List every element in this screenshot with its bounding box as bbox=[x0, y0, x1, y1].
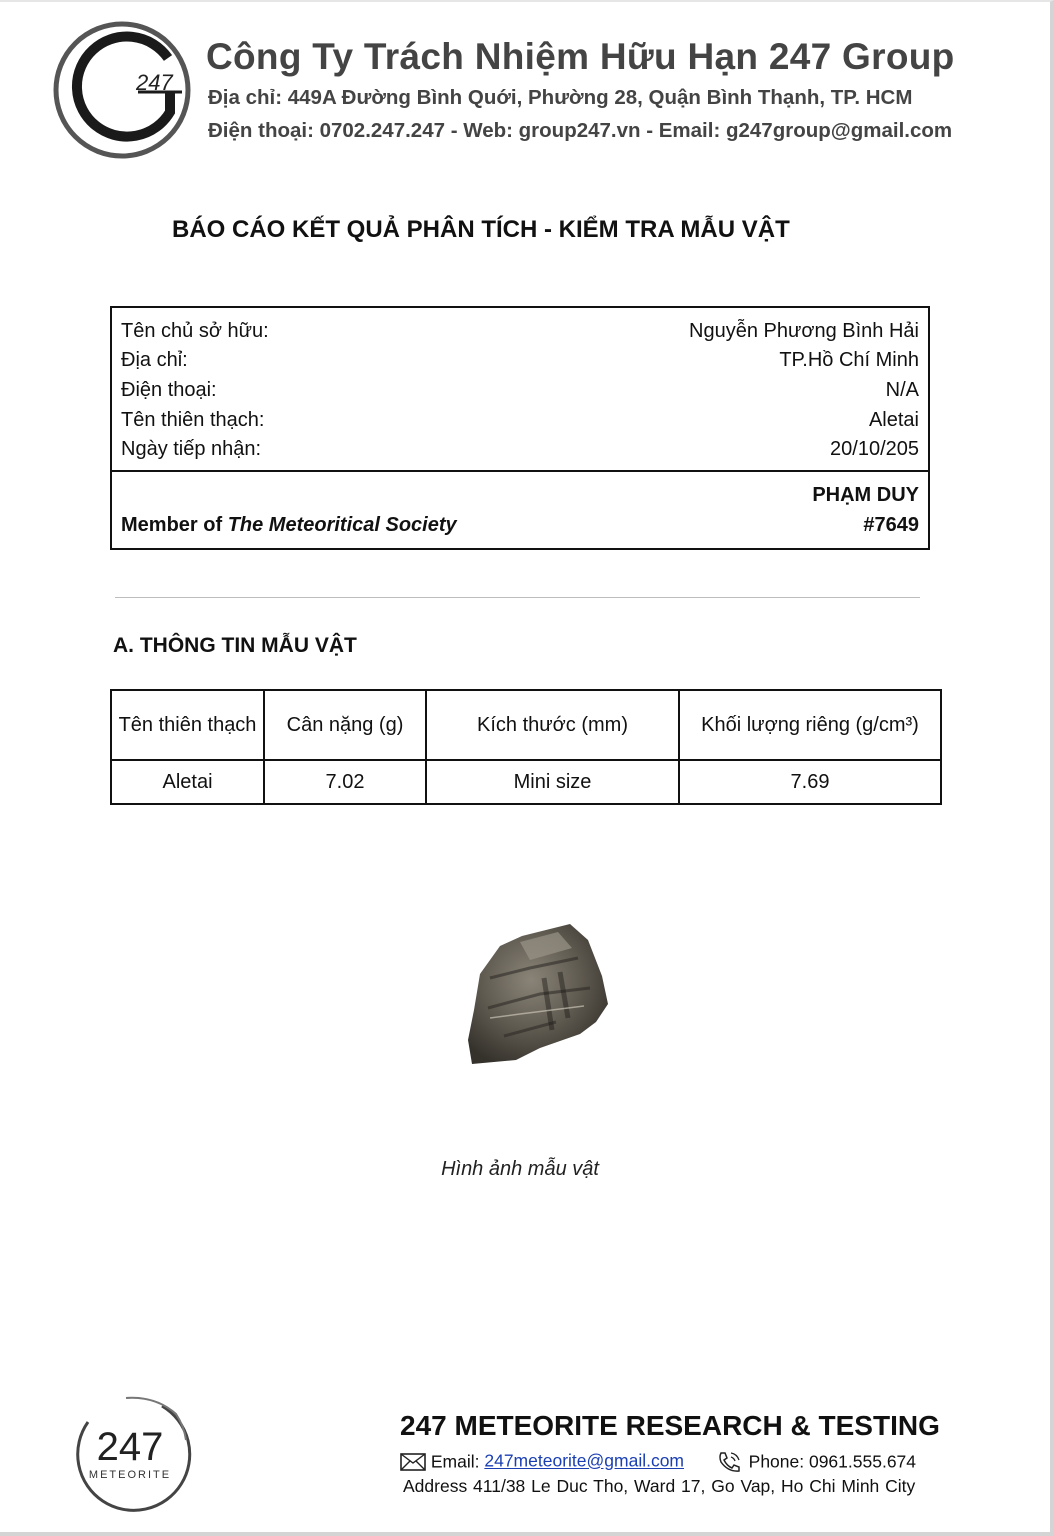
meteorite-logo bbox=[66, 1392, 194, 1516]
phone-label: Điện thoại: bbox=[121, 379, 217, 401]
company-contact: Điện thoại: 0702.247.247 - Web: group247.vn - Email: g247group@gmail.com bbox=[208, 119, 953, 142]
svg-text:247: 247 bbox=[96, 1425, 164, 1469]
owner-row-phone bbox=[121, 379, 919, 405]
phone-icon bbox=[716, 1450, 744, 1474]
owner-row-meteorite bbox=[121, 409, 919, 435]
svg-text:METEORITE: METEORITE bbox=[88, 1469, 172, 1481]
specimen-photo bbox=[460, 918, 620, 1078]
member-prefix: Member of bbox=[121, 514, 228, 536]
header-size: Kích thước (mm) bbox=[426, 690, 679, 760]
company-name: Công Ty Trách Nhiệm Hữu Hạn 247 Group bbox=[206, 36, 955, 77]
footer-phone: Phone: 0961.555.674 bbox=[748, 1451, 917, 1472]
specimen-table bbox=[110, 689, 942, 805]
owner-row-address bbox=[121, 349, 919, 375]
email-label: Email: bbox=[430, 1451, 485, 1472]
owner-row-date bbox=[121, 438, 919, 464]
header-density: Khối lượng riêng (g/cm³) bbox=[679, 690, 941, 760]
date-value: 20/10/205 bbox=[830, 438, 919, 460]
footer-contact-line bbox=[400, 1450, 916, 1474]
meteorite-value: Aletai bbox=[868, 409, 919, 431]
footer-title: 247 METEORITE RESEARCH & TESTING bbox=[400, 1410, 940, 1441]
table-row bbox=[111, 760, 941, 804]
member-society-line bbox=[121, 514, 457, 537]
cell-density: 7.69 bbox=[679, 760, 941, 804]
company-logo bbox=[50, 20, 198, 162]
owner-row-name bbox=[121, 320, 919, 346]
header-weight: Cân nặng (g) bbox=[264, 690, 426, 760]
phone-value: N/A bbox=[885, 379, 919, 401]
member-id: #7649 bbox=[863, 514, 919, 536]
owner-label: Tên chủ sở hữu: bbox=[121, 320, 269, 342]
cell-name: Aletai bbox=[111, 760, 264, 804]
owner-box-divider bbox=[112, 470, 928, 472]
date-label: Ngày tiếp nhận: bbox=[121, 438, 262, 460]
member-society: The Meteoritical Society bbox=[227, 514, 457, 536]
table-header-row bbox=[111, 690, 941, 760]
cell-size: Mini size bbox=[426, 760, 679, 804]
company-address: Địa chỉ: 449A Đường Bình Quới, Phường 28, Quận Bình Thạnh, TP. HCM bbox=[208, 86, 913, 109]
meteorite-label: Tên thiên thạch: bbox=[121, 409, 265, 431]
svg-text:247: 247 bbox=[136, 70, 173, 95]
owner-info-box bbox=[110, 306, 930, 550]
member-name: PHẠM DUY bbox=[812, 484, 919, 506]
owner-value: Nguyễn Phương Bình Hải bbox=[689, 320, 919, 342]
footer-address: Address 411/38 Le Duc Tho, Ward 17, Go Vap, Ho Chi Minh City bbox=[403, 1476, 916, 1496]
photo-caption: Hình ảnh mẫu vật bbox=[441, 1158, 599, 1180]
email-icon bbox=[400, 1453, 426, 1471]
address-value: TP.Hồ Chí Minh bbox=[779, 349, 919, 371]
cell-weight: 7.02 bbox=[264, 760, 426, 804]
address-label: Địa chỉ: bbox=[121, 349, 188, 371]
section-divider bbox=[115, 597, 920, 598]
header-name: Tên thiên thạch bbox=[111, 690, 264, 760]
report-title: BÁO CÁO KẾT QUẢ PHÂN TÍCH - KIỂM TRA MẪU VẬT bbox=[172, 216, 790, 243]
email-link[interactable]: 247meteorite@gmail.com bbox=[484, 1450, 685, 1471]
section-a-title: A. THÔNG TIN MẪU VẬT bbox=[113, 634, 357, 657]
